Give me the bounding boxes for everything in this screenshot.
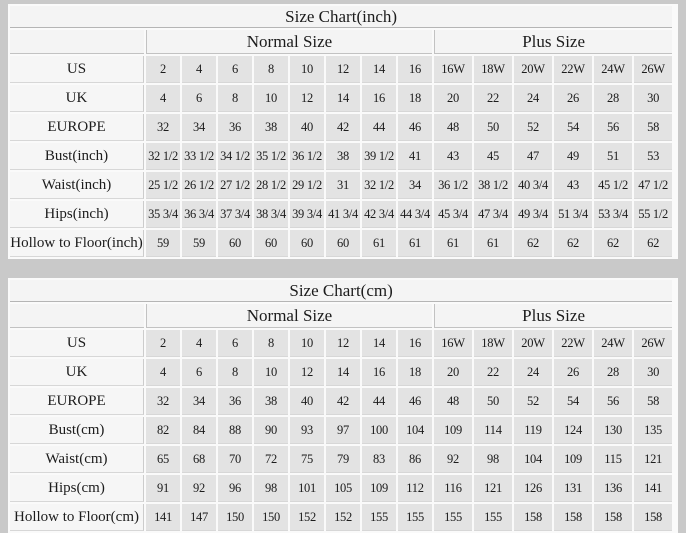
table-title: Size Chart(inch)	[10, 6, 672, 28]
corner-cell	[10, 30, 144, 54]
size-value-cell: 38	[254, 114, 288, 141]
size-value-cell: 32	[146, 388, 180, 415]
row-label: UK	[10, 85, 144, 112]
size-chart-cm-section	[8, 278, 678, 533]
size-value-cell: 52	[514, 388, 552, 415]
size-value-cell: 48	[434, 388, 472, 415]
size-value-cell: 112	[398, 475, 432, 502]
size-value-cell: 40 3/4	[514, 172, 552, 199]
size-value-cell: 8	[254, 56, 288, 83]
plus-size-header: Plus Size	[434, 304, 672, 328]
size-value-cell: 47	[514, 143, 552, 170]
size-value-cell: 6	[218, 330, 252, 357]
size-value-cell: 24W	[594, 330, 632, 357]
size-value-cell: 16	[362, 85, 396, 112]
row-label: EUROPE	[10, 114, 144, 141]
size-value-cell: 155	[362, 504, 396, 531]
title-row	[10, 6, 672, 28]
size-value-cell: 32	[146, 114, 180, 141]
size-value-cell: 46	[398, 388, 432, 415]
table-row	[10, 85, 672, 112]
size-value-cell: 39 1/2	[362, 143, 396, 170]
size-value-cell: 119	[514, 417, 552, 444]
size-value-cell: 61	[434, 230, 472, 257]
size-value-cell: 45 3/4	[434, 201, 472, 228]
table-title: Size Chart(cm)	[10, 280, 672, 302]
size-value-cell: 135	[634, 417, 672, 444]
table-row	[10, 330, 672, 357]
size-value-cell: 62	[634, 230, 672, 257]
size-value-cell: 49 3/4	[514, 201, 552, 228]
size-value-cell: 35 1/2	[254, 143, 288, 170]
size-value-cell: 109	[362, 475, 396, 502]
size-value-cell: 28	[594, 85, 632, 112]
size-value-cell: 96	[218, 475, 252, 502]
size-value-cell: 44 3/4	[398, 201, 432, 228]
row-label: EUROPE	[10, 388, 144, 415]
size-value-cell: 141	[146, 504, 180, 531]
table-row	[10, 201, 672, 228]
group-header-row	[10, 30, 672, 54]
size-value-cell: 158	[634, 504, 672, 531]
size-value-cell: 155	[474, 504, 512, 531]
size-value-cell: 83	[362, 446, 396, 473]
size-value-cell: 62	[514, 230, 552, 257]
size-value-cell: 12	[290, 359, 324, 386]
normal-size-header: Normal Size	[146, 30, 432, 54]
row-label: Bust(cm)	[10, 417, 144, 444]
plus-size-header: Plus Size	[434, 30, 672, 54]
table-row	[10, 230, 672, 257]
size-value-cell: 104	[514, 446, 552, 473]
size-value-cell: 47 1/2	[634, 172, 672, 199]
size-value-cell: 16W	[434, 56, 472, 83]
size-value-cell: 155	[398, 504, 432, 531]
table-row	[10, 388, 672, 415]
size-value-cell: 35 3/4	[146, 201, 180, 228]
size-value-cell: 109	[434, 417, 472, 444]
size-chart-inch-body	[10, 56, 672, 257]
size-value-cell: 18W	[474, 56, 512, 83]
table-row	[10, 504, 672, 531]
size-value-cell: 98	[474, 446, 512, 473]
size-value-cell: 61	[398, 230, 432, 257]
size-value-cell: 41 3/4	[326, 201, 360, 228]
size-value-cell: 26	[554, 359, 592, 386]
size-chart-cm-table	[8, 278, 674, 533]
size-value-cell: 136	[594, 475, 632, 502]
size-value-cell: 22W	[554, 330, 592, 357]
size-value-cell: 20W	[514, 56, 552, 83]
size-value-cell: 40	[290, 114, 324, 141]
size-value-cell: 51 3/4	[554, 201, 592, 228]
size-value-cell: 131	[554, 475, 592, 502]
size-value-cell: 6	[218, 56, 252, 83]
size-value-cell: 88	[218, 417, 252, 444]
size-value-cell: 97	[326, 417, 360, 444]
row-label: Hollow to Floor(inch)	[10, 230, 144, 257]
size-value-cell: 79	[326, 446, 360, 473]
size-value-cell: 14	[326, 359, 360, 386]
size-value-cell: 37 3/4	[218, 201, 252, 228]
size-value-cell: 121	[474, 475, 512, 502]
size-value-cell: 152	[290, 504, 324, 531]
table-row	[10, 417, 672, 444]
size-value-cell: 39 3/4	[290, 201, 324, 228]
size-value-cell: 93	[290, 417, 324, 444]
size-value-cell: 104	[398, 417, 432, 444]
size-value-cell: 91	[146, 475, 180, 502]
size-value-cell: 56	[594, 388, 632, 415]
size-value-cell: 38 3/4	[254, 201, 288, 228]
size-value-cell: 36 1/2	[290, 143, 324, 170]
size-value-cell: 61	[474, 230, 512, 257]
size-value-cell: 38	[326, 143, 360, 170]
size-value-cell: 26	[554, 85, 592, 112]
size-value-cell: 54	[554, 388, 592, 415]
size-value-cell: 25 1/2	[146, 172, 180, 199]
size-value-cell: 41	[398, 143, 432, 170]
size-value-cell: 60	[326, 230, 360, 257]
size-chart-inch-table	[8, 4, 674, 259]
size-value-cell: 6	[182, 359, 216, 386]
size-value-cell: 53	[634, 143, 672, 170]
size-value-cell: 100	[362, 417, 396, 444]
size-value-cell: 121	[634, 446, 672, 473]
size-value-cell: 22	[474, 359, 512, 386]
size-value-cell: 130	[594, 417, 632, 444]
size-value-cell: 75	[290, 446, 324, 473]
size-value-cell: 32 1/2	[362, 172, 396, 199]
size-value-cell: 150	[254, 504, 288, 531]
size-value-cell: 158	[594, 504, 632, 531]
size-value-cell: 32 1/2	[146, 143, 180, 170]
size-value-cell: 92	[182, 475, 216, 502]
size-value-cell: 43	[434, 143, 472, 170]
size-value-cell: 4	[182, 56, 216, 83]
table-row	[10, 143, 672, 170]
size-value-cell: 92	[434, 446, 472, 473]
group-header-row	[10, 304, 672, 328]
size-value-cell: 8	[218, 85, 252, 112]
size-value-cell: 4	[146, 359, 180, 386]
size-value-cell: 24	[514, 359, 552, 386]
size-value-cell: 59	[146, 230, 180, 257]
size-value-cell: 30	[634, 85, 672, 112]
size-value-cell: 22	[474, 85, 512, 112]
size-value-cell: 60	[254, 230, 288, 257]
row-label: US	[10, 330, 144, 357]
size-value-cell: 61	[362, 230, 396, 257]
size-value-cell: 36	[218, 388, 252, 415]
size-value-cell: 42	[326, 388, 360, 415]
size-value-cell: 10	[254, 359, 288, 386]
size-value-cell: 45	[474, 143, 512, 170]
size-value-cell: 70	[218, 446, 252, 473]
size-value-cell: 30	[634, 359, 672, 386]
size-value-cell: 43	[554, 172, 592, 199]
size-value-cell: 27 1/2	[218, 172, 252, 199]
size-value-cell: 47 3/4	[474, 201, 512, 228]
size-value-cell: 24	[514, 85, 552, 112]
size-value-cell: 33 1/2	[182, 143, 216, 170]
row-label: Hips(inch)	[10, 201, 144, 228]
size-value-cell: 44	[362, 388, 396, 415]
size-value-cell: 16	[398, 56, 432, 83]
size-value-cell: 34	[182, 114, 216, 141]
size-value-cell: 72	[254, 446, 288, 473]
size-value-cell: 44	[362, 114, 396, 141]
size-value-cell: 59	[182, 230, 216, 257]
size-value-cell: 29 1/2	[290, 172, 324, 199]
size-chart-cm-body	[10, 330, 672, 531]
size-value-cell: 36 3/4	[182, 201, 216, 228]
size-value-cell: 31	[326, 172, 360, 199]
size-value-cell: 55 1/2	[634, 201, 672, 228]
row-label: Hips(cm)	[10, 475, 144, 502]
size-value-cell: 4	[146, 85, 180, 112]
size-value-cell: 12	[290, 85, 324, 112]
row-label: Waist(cm)	[10, 446, 144, 473]
size-value-cell: 10	[290, 330, 324, 357]
size-value-cell: 14	[326, 85, 360, 112]
table-row	[10, 475, 672, 502]
size-value-cell: 42 3/4	[362, 201, 396, 228]
table-row	[10, 359, 672, 386]
size-value-cell: 22W	[554, 56, 592, 83]
normal-size-header: Normal Size	[146, 304, 432, 328]
size-value-cell: 126	[514, 475, 552, 502]
size-value-cell: 114	[474, 417, 512, 444]
size-value-cell: 52	[514, 114, 552, 141]
table-row	[10, 56, 672, 83]
size-value-cell: 2	[146, 330, 180, 357]
size-value-cell: 65	[146, 446, 180, 473]
size-value-cell: 60	[218, 230, 252, 257]
size-value-cell: 147	[182, 504, 216, 531]
size-value-cell: 90	[254, 417, 288, 444]
size-value-cell: 40	[290, 388, 324, 415]
size-value-cell: 34 1/2	[218, 143, 252, 170]
size-value-cell: 158	[514, 504, 552, 531]
size-value-cell: 12	[326, 56, 360, 83]
size-value-cell: 34	[398, 172, 432, 199]
size-value-cell: 14	[362, 56, 396, 83]
size-value-cell: 10	[254, 85, 288, 112]
size-value-cell: 84	[182, 417, 216, 444]
size-value-cell: 34	[182, 388, 216, 415]
size-value-cell: 18	[398, 359, 432, 386]
table-row	[10, 172, 672, 199]
corner-cell	[10, 304, 144, 328]
size-value-cell: 10	[290, 56, 324, 83]
size-value-cell: 150	[218, 504, 252, 531]
row-label: US	[10, 56, 144, 83]
size-value-cell: 48	[434, 114, 472, 141]
size-value-cell: 82	[146, 417, 180, 444]
size-value-cell: 26W	[634, 330, 672, 357]
size-value-cell: 18	[398, 85, 432, 112]
table-row	[10, 446, 672, 473]
size-value-cell: 50	[474, 388, 512, 415]
size-value-cell: 36	[218, 114, 252, 141]
size-value-cell: 115	[594, 446, 632, 473]
size-value-cell: 51	[594, 143, 632, 170]
size-value-cell: 38 1/2	[474, 172, 512, 199]
size-value-cell: 101	[290, 475, 324, 502]
size-value-cell: 158	[554, 504, 592, 531]
size-value-cell: 8	[218, 359, 252, 386]
size-value-cell: 54	[554, 114, 592, 141]
size-value-cell: 105	[326, 475, 360, 502]
size-value-cell: 58	[634, 114, 672, 141]
size-value-cell: 141	[634, 475, 672, 502]
size-value-cell: 20	[434, 359, 472, 386]
size-value-cell: 46	[398, 114, 432, 141]
size-value-cell: 12	[326, 330, 360, 357]
size-value-cell: 28	[594, 359, 632, 386]
size-value-cell: 4	[182, 330, 216, 357]
size-value-cell: 116	[434, 475, 472, 502]
size-value-cell: 16	[362, 359, 396, 386]
size-value-cell: 62	[594, 230, 632, 257]
size-value-cell: 56	[594, 114, 632, 141]
size-value-cell: 36 1/2	[434, 172, 472, 199]
size-value-cell: 109	[554, 446, 592, 473]
size-value-cell: 16	[398, 330, 432, 357]
size-value-cell: 2	[146, 56, 180, 83]
title-row	[10, 280, 672, 302]
size-value-cell: 38	[254, 388, 288, 415]
size-value-cell: 28 1/2	[254, 172, 288, 199]
size-value-cell: 86	[398, 446, 432, 473]
row-label: Hollow to Floor(cm)	[10, 504, 144, 531]
size-value-cell: 20W	[514, 330, 552, 357]
size-value-cell: 60	[290, 230, 324, 257]
size-value-cell: 49	[554, 143, 592, 170]
size-value-cell: 42	[326, 114, 360, 141]
size-value-cell: 62	[554, 230, 592, 257]
table-row	[10, 114, 672, 141]
size-value-cell: 24W	[594, 56, 632, 83]
size-value-cell: 14	[362, 330, 396, 357]
row-label: UK	[10, 359, 144, 386]
size-value-cell: 45 1/2	[594, 172, 632, 199]
size-value-cell: 68	[182, 446, 216, 473]
size-value-cell: 98	[254, 475, 288, 502]
size-value-cell: 26W	[634, 56, 672, 83]
size-value-cell: 58	[634, 388, 672, 415]
size-chart-inch-section	[8, 4, 678, 259]
size-value-cell: 8	[254, 330, 288, 357]
size-value-cell: 53 3/4	[594, 201, 632, 228]
size-value-cell: 124	[554, 417, 592, 444]
size-value-cell: 18W	[474, 330, 512, 357]
size-value-cell: 152	[326, 504, 360, 531]
row-label: Bust(inch)	[10, 143, 144, 170]
row-label: Waist(inch)	[10, 172, 144, 199]
size-value-cell: 26 1/2	[182, 172, 216, 199]
size-value-cell: 16W	[434, 330, 472, 357]
size-value-cell: 20	[434, 85, 472, 112]
size-value-cell: 50	[474, 114, 512, 141]
size-value-cell: 6	[182, 85, 216, 112]
size-value-cell: 155	[434, 504, 472, 531]
